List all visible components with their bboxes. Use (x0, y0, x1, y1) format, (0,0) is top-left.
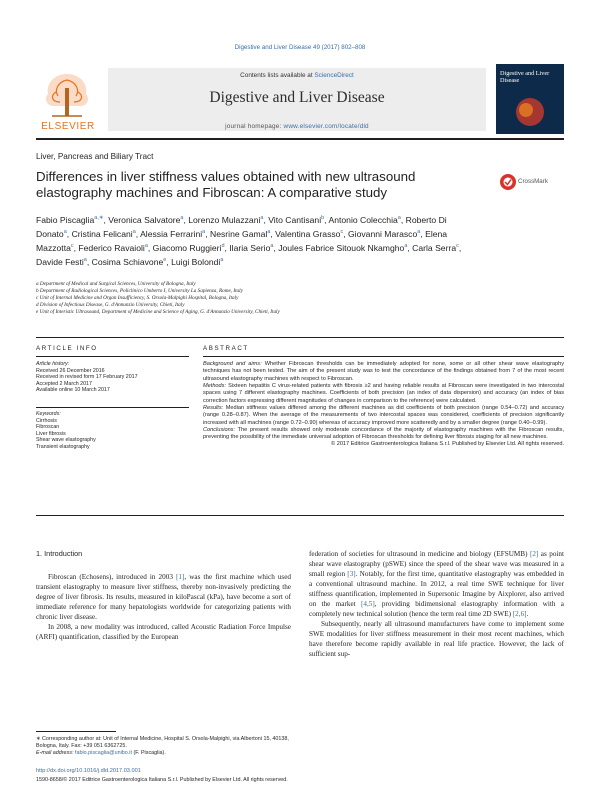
text-run: . (526, 610, 529, 619)
citation-link-2-6[interactable]: [2,6] (512, 610, 527, 619)
article-info-heading: ARTICLE INFO (36, 345, 98, 352)
corresponding-author-footnote (36, 736, 296, 757)
intro-paragraph-4: Subsequently, nearly all ultrasound manufacturers have come to implement some SWE modalities for liver stiffness measurement in their most recent machines, which have therefore become rapidly available in real life practice. However, the lack of sufficient sup- (309, 620, 564, 659)
author-name: Vito Cantisani (268, 214, 322, 225)
citation-link-4-5[interactable]: [4,5] (360, 600, 375, 609)
keywords (36, 411, 191, 450)
intro-paragraph-2: In 2008, a new modality was introduced, called Acoustic Radiation Force Impulse (ARFI) quantification, classified by the European (36, 623, 291, 642)
author-name: Valentina Grasso (275, 228, 341, 239)
text-run: as point shear wave elastography (pSWE) since the speed of the shear wave was measured in a small region (309, 550, 564, 579)
contents-line (108, 72, 486, 79)
corresponding-address: ∗ Corresponding author at: Unit of Internal Medicine, Hospital S. Orsola-Malpighi, via Albertoni 15, 40138, Bologna, Italy. Fax: +39 051 6362725. (36, 736, 289, 749)
abstract-body (203, 361, 564, 449)
author-name: Elena Mazzotta (36, 228, 448, 253)
keyword-item: Shear wave elastography (36, 437, 96, 443)
journal-reference[interactable]: Digestive and Liver Disease 49 (2017) 802–808 (234, 44, 366, 51)
author-affiliation-marker[interactable]: a (202, 228, 206, 235)
citation-link-3[interactable]: [3] (347, 570, 356, 579)
abstract-copyright: © 2017 Editrice Gastroenterologica Italiana S.r.l. Published by Elsevier Ltd. All rights reserved. (331, 441, 564, 448)
elsevier-wordmark: ELSEVIER (41, 121, 95, 132)
author-name: Antonio Colecchia (328, 214, 398, 225)
text-run: Fibroscan (Echosens), introduced in 2003 (48, 573, 176, 581)
author-name: Roberto Di Donato (36, 214, 447, 239)
author-affiliation-marker[interactable]: a (267, 228, 271, 235)
author-affiliation-marker[interactable]: a (63, 228, 67, 235)
author-affiliation-marker[interactable]: a (132, 228, 136, 235)
author-affiliation-marker[interactable]: d (221, 242, 225, 249)
author-affiliation-marker[interactable]: a (144, 242, 148, 249)
author-affiliation-marker[interactable]: a (220, 256, 224, 263)
homepage-prefix: journal homepage: (225, 123, 284, 130)
homepage-link[interactable]: www.elsevier.com/locate/dld (283, 123, 369, 130)
author-name: Ilaria Serio (229, 242, 271, 253)
abstract-methods: Sixteen hepatitis C virus-related patients with fibrosis ≥2 and having reliable results at Fibroscan were investigated in two intercostal spaces using 7 different elastography machines. Coefficients of both precision (an index of data dispersion) and accuracy (an index of bias correction factors expressing different magnitudes of changes in comparison to the reference) were calculated. (203, 382, 564, 404)
history-revised: Received in revised form 17 February 2017 (36, 374, 138, 380)
author-name: Davide Festi (36, 256, 84, 267)
issn-copyright: 1590-8658/© 2017 Editrice Gastroenterologica Italiana S.r.l. Published by Elsevier Ltd. All rights reserved. (36, 777, 288, 783)
author-name: Lorenzo Mulazzani (188, 214, 261, 225)
keyword-item: Fibroscan (36, 424, 60, 430)
elsevier-tree-logo (36, 66, 98, 128)
keywords-label: Keywords: (36, 411, 61, 417)
author-name: Cristina Felicani (71, 228, 133, 239)
footnote-rule (36, 731, 116, 732)
author-name: Alessia Ferrarini (140, 228, 203, 239)
history-online: Available online 10 March 2017 (36, 387, 110, 393)
citation-link-2[interactable]: [2] (529, 550, 539, 558)
author-name: Cosima Schiavone (91, 256, 164, 267)
author-affiliation-marker[interactable]: a (417, 228, 421, 235)
article-info-rule (36, 356, 189, 357)
journal-homepage (108, 123, 486, 130)
email-label: E-mail address: (36, 750, 75, 756)
author-affiliation-marker[interactable]: a (83, 256, 87, 263)
author-name: Nesrine Gamal (210, 228, 268, 239)
text-run: federation of societies for ultrasound in medicine and biology (EFSUMB) (309, 550, 530, 558)
author-affiliation-marker[interactable]: a (270, 242, 274, 249)
author-affiliation-marker[interactable]: c (70, 242, 74, 249)
abstract-results-label: Results: (203, 404, 224, 411)
journal-title: Digestive and Liver Disease (209, 89, 385, 106)
author-affiliation-marker[interactable]: a (404, 242, 408, 249)
abstract-conclusions: The present results showed only moderate concordance of the majority of elastography machines with the Fibroscan results, preventing the possibility of the immediate universal adoption of Fibroscan thresholds for defining liver fibrosis staging for all new machines. (203, 426, 565, 441)
cover-title: Digestive and Liver Disease (500, 70, 550, 84)
author-affiliation-marker[interactable]: a (180, 215, 184, 221)
crossmark-label: CrossMark (518, 178, 548, 185)
abstract-conclusions-label: Conclusions: (203, 426, 236, 433)
author-name: Giovanni Marasco (348, 228, 418, 239)
keywords-rule (36, 407, 189, 408)
abstract-heading: ABSTRACT (203, 345, 249, 352)
citation-link-1[interactable]: [1] (175, 573, 185, 581)
section-label: Liver, Pancreas and Biliary Tract (36, 152, 154, 161)
header-rule (36, 138, 564, 140)
author-affiliation-marker[interactable]: e (163, 256, 167, 263)
contents-prefix: Contents lists available at (240, 72, 315, 79)
affiliation-c: c Unit of Internal Medicine and Organ Insufficiency, S. Orsola-Malpighi Hospital, Bologna, Italy (36, 295, 239, 302)
author-list: Fabio Piscaglia$^{a,∗}$, Veronica Salvatore$^a$, Lorenzo Mulazzani$^a$, Vito Cantisani$^b$, Antonio Colecchia$^a$, Roberto Di Donato$^a$, Cristina Felicani$^a$, Alessia Ferrarini$^a$, Nesrine Gamal$^a$, Valentina Grasso$^c$, Giovanni Marasco$^a$, Elena Mazzotta$^c$, Federico Ravaioli$^a$, Giacomo Ruggieri$^d$, Ilaria Serio$^a$, Joules Fabrice Sitouok Nkamgho$^a$, Carla Serra$^c$, Davide Festi$^a$, Cosima Schiavone$^e$, Luigi Bolondi$^a$ (36, 214, 462, 267)
abstract-rule (203, 356, 564, 357)
introduction-heading: 1. Introduction (36, 549, 83, 558)
abstract-background-label: Background and aims: (203, 361, 262, 367)
intro-paragraph-1 (36, 572, 291, 622)
author-name: Carla Serra (412, 242, 457, 253)
history-received: Received 26 December 2016 (36, 367, 105, 374)
author-name: Luigi Bolondi (171, 256, 221, 267)
author-affiliation-marker[interactable]: c (456, 242, 459, 249)
affiliation-a: a Department of Medical and Surgical Sciences, University of Bologna, Italy (36, 281, 196, 287)
sciencedirect-link[interactable]: ScienceDirect (314, 72, 354, 79)
article-history (36, 361, 191, 394)
author-affiliation-marker[interactable]: a (260, 215, 264, 221)
body-column-left (36, 572, 291, 642)
author-name: Federico Ravaioli (78, 242, 145, 253)
history-accepted: Accepted 2 March 2017 (36, 380, 92, 387)
text-run: . Notably, for the first time, quantitative elastography was embedded in a conventional ultrasound machine. In 2012, a real time SWE technique for liver stiffness quantification, implemented in Supersonic Imagine by Aixplorer, also arrived on the market (309, 570, 564, 609)
email-suffix: (F. Piscaglia). (131, 750, 166, 756)
body-column-right (309, 549, 564, 660)
article-title: Differences in liver stiffness values obtained with new ultrasound elastography machines and Fibroscan: A comparative study (36, 169, 416, 200)
author-affiliation-marker[interactable]: c (340, 228, 344, 235)
history-label: Article history: (36, 361, 70, 367)
abstract-methods-label: Methods: (203, 382, 227, 389)
abstract-end-rule (36, 515, 564, 516)
meta-rule (36, 337, 564, 338)
keyword-item: Liver fibrosis (36, 430, 66, 437)
affiliation-d: d Division of Infectious Disease, G. d'Annunzio University, Chieti, Italy (36, 302, 185, 309)
affiliation-e: e Unit of Interistic Ultrasound, Department of Medicine and Science of Aging, G. d'Annunzio University, Chieti, Italy (36, 309, 280, 316)
author-affiliation-marker[interactable]: a,∗ (94, 215, 104, 221)
author-affiliation-marker[interactable]: b (321, 215, 325, 221)
doi-link[interactable]: http://dx.doi.org/10.1016/j.dld.2017.03.001 (36, 768, 141, 774)
affiliation-b: b Department of Radiological Sciences, Policlinico Umberto I, University La Sapienza, Rome, Italy (36, 288, 243, 295)
author-name: Veronica Salvatore (108, 214, 181, 225)
abstract-background: Whether Fibroscan thresholds can be immediately adopted for none, some or all other shear wave elastography techniques has not been tested. The aim of the present study was to test the concordance of the findings obtained from 7 of the most recent ultrasound elastography machines with respect to Fibroscan. (203, 361, 564, 382)
abstract-results: Median stiffness values differed among the different machines as did coefficients of both precision (range 0.54–0.72) and accuracy (range 0.28–0.87). When the average of the measurements of two intercostal spaces was considered, coefficients of precision significantly increased with all machines (range 0.72–0.90) whereas of accuracy improved more scatteredly and by a smaller degree (range 0.40–0.99). (203, 404, 564, 426)
keyword-item: Transient elastography (36, 443, 90, 450)
affiliations (36, 281, 556, 316)
author-name: Fabio Piscaglia (36, 214, 95, 225)
text-run: , was the first machine which used transient elastography to measure liver stiffness, thereby non-invasively predicting the degree of liver fibrosis. Its results, measured in kiloPascal (kPa), have become a sort of immediate reference for many hepatologists worldwide for categorizing patients with chronic liver disease. (36, 573, 291, 622)
author-name: Giacomo Ruggieri (152, 242, 222, 253)
intro-paragraph-3 (309, 549, 564, 619)
crossmark-badge[interactable] (498, 172, 564, 192)
email-line (36, 750, 296, 757)
text-run: , providing bidimensional elastography information with a completely new technical solution (hence the term real time 2D SWE) (309, 600, 564, 619)
author-name: Joules Fabrice Sitouok Nkamgho (278, 242, 405, 253)
author-affiliation-marker[interactable]: a (397, 215, 401, 221)
keyword-item: Cirrhosis (36, 417, 57, 424)
email-link[interactable]: fabio.piscaglia@unibo.it (74, 750, 132, 756)
